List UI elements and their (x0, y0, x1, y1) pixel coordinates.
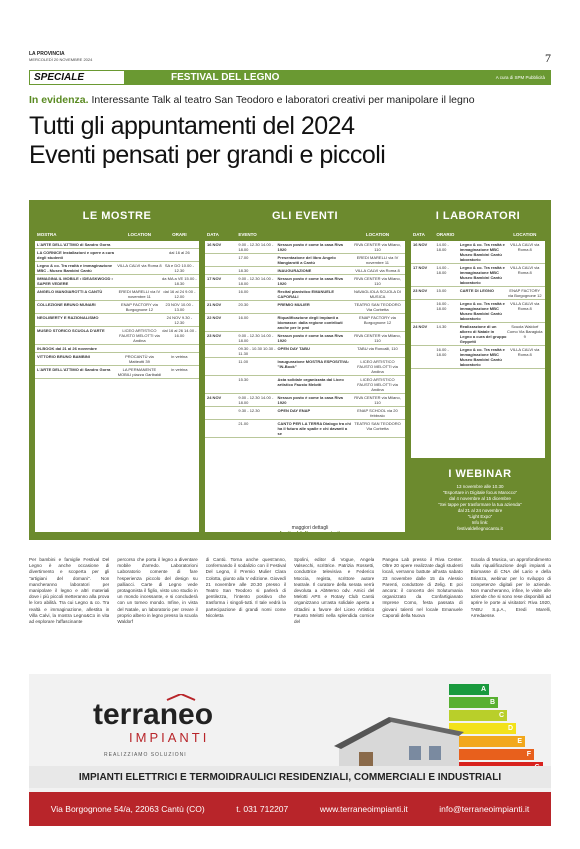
eventi-location: RIVA CENTER via Milano, 110 (354, 333, 401, 343)
energy-band-e: E (449, 736, 525, 747)
lab-location: Scuola Waldorf Como Via Baragiola 9 (507, 324, 543, 339)
eventi-location: ENAP FACTORY via Borgognone 12 (359, 315, 396, 325)
paper-date: MERCOLEDÌ 20 NOVEMBRE 2024 (29, 57, 93, 62)
eventi-date: 21 NOV (207, 302, 222, 307)
mostre-row (35, 275, 199, 288)
eventi-location: LICEO ARTISTICO FAUSTO MELOTTI via Andina (357, 377, 398, 392)
lab-date: 17 NOV (413, 265, 428, 270)
section-credit: A cura di SPM Pubblicità (495, 75, 545, 80)
lab-time: 16.00 - 18.00 (436, 347, 449, 357)
masthead (29, 51, 551, 66)
eventi-title: INAUGURAZIONE (277, 268, 312, 273)
eventi-row (205, 345, 405, 358)
mostre-name: LA CORNICE Installazioni e opere a cura degli studenti (37, 250, 114, 260)
lab-date: 16 NOV (413, 242, 428, 247)
lab-location: VILLA CALVI via Roma 8 (510, 265, 540, 275)
eventi-date (207, 255, 238, 265)
eventi-time: 9.30 - 12.30 (238, 408, 260, 413)
lab-date: 23 NOV (413, 288, 428, 293)
lab-title: Legno & co. Tra realtà e immaginazione MBC Museo Bambini Cantù laboratorio (459, 265, 505, 285)
eventi-title: Recital pianistico EMANUELE CAPORALI (277, 289, 335, 299)
details-label: maggiori dettagli (291, 525, 329, 531)
headline-line-1: Tutti gli appuntamenti del 2024 (29, 112, 355, 140)
eventi-title: Asta solidale organizzata dal Liceo artistico Fausto Melotti (277, 377, 344, 387)
mostre-table (35, 230, 199, 532)
mostre-hours (162, 242, 197, 247)
mostre-row (35, 288, 199, 301)
lab-date (413, 301, 436, 321)
energy-band-d: D (449, 723, 516, 734)
eventi-time: 20.30 (238, 302, 249, 307)
eventi-location: RIVA CENTER via Milano, 110 (354, 242, 401, 252)
ad-slogan: REALIZZIAMO SOLUZIONI (104, 752, 187, 758)
eventi-time: 9.00 - 12.30 14.00 - 18.00 (238, 276, 274, 286)
details-link-block (210, 525, 410, 537)
mostre-location: EREDI MARELLI via IV novembre 11 (118, 289, 161, 299)
eventi-time: 11.00 (238, 359, 249, 364)
kicker-text: Interessante Talk al teatro San Teodoro e laboratori creativi per manipolare il legno (88, 94, 475, 106)
eventi-title: Nessun posto è come la casa Riva 1920 (277, 276, 343, 286)
mostre-name: IN-BOOK dal 21 al 26 novembre (37, 346, 98, 351)
mostre-location (117, 250, 162, 260)
lab-location: VILLA CALVI via Roma 8 (510, 301, 540, 311)
mostre-location (117, 276, 162, 286)
lab-date: 24 NOV (413, 324, 428, 329)
eventi-title: PREMIO MULIER (277, 302, 310, 307)
headline (29, 112, 551, 170)
lab-title: Legno & co. Tra realtà e immaginazione MBC Museo Bambini Cantù laboratorio (459, 347, 505, 367)
eventi-date (207, 346, 238, 356)
lab-time: 14.30 (436, 324, 447, 329)
mostre-name: ANGELO MANGIAROTTI A CANTÙ (37, 289, 103, 294)
mostre-row (35, 345, 199, 353)
mostre-title: LE MOSTRE (82, 210, 152, 222)
article-column: Scuola di Musica, un approfondimento sulla riqualificazione degli impianti a Biomasse di CNA del Lario e della Brianza, webinar per lo sviluppo di competenze digitali per le aziende. Non mancheranno, infine, le visite alle aziende che si sono rese disponibili ad aprire le porte ai visitatori: Riva 1920, TABU S.p.A., Eredi Marelli, Arredaesse. (470, 557, 551, 618)
eventi-row (205, 275, 405, 288)
advertisement (29, 674, 551, 826)
eventi-date: 16 NOV (207, 242, 222, 247)
ad-phone[interactable]: t. 031 712207 (236, 804, 289, 814)
article-column: Pangea Lab presso il Riva Center. Oltre 20 opere realizzate dagli studenti locali, verranno battute all'asta sabato 23 novembre dalle 15 da Alessio Parenti, conduttore di Zelig. E poi ancora: il concerto dei Solutumania organizzato da Confartigianato Imprese Como, festa passata di giovani talenti nel locale Emanuele Caporali della Nuova (382, 557, 463, 618)
eventi-location: RIVA CENTER via Milano, 110 (354, 395, 401, 405)
lab-row (411, 264, 545, 287)
webinar-link[interactable]: festivaldellegnocantu.it (457, 526, 503, 531)
webinar-title: I WEBINAR (448, 468, 512, 480)
house-illustration (329, 714, 479, 774)
eventi-location: TEATRO SAN TEODORO Via Corbetta (354, 302, 401, 312)
paper-name: LA PROVINCIA (29, 51, 65, 57)
mostre-row (35, 262, 199, 275)
eventi-time: 16.00 (238, 289, 249, 294)
eventi-date (207, 359, 238, 374)
mostre-hours: dal 16 al 26 (169, 250, 190, 255)
lab-header: DATA ORARIO LOCATION (411, 230, 545, 241)
ad-contacts (29, 792, 551, 826)
eventi-title: Nessun posto è come la casa Riva 1920 (277, 395, 343, 405)
eventi-date (207, 408, 238, 418)
mostre-location: LA PERMANENTE MOBILI piazza Garibaldi (117, 367, 162, 377)
mostre-row (35, 327, 199, 345)
mostre-hours: 24 NOV 9.30 - 12.30 (166, 315, 193, 325)
lab-table (411, 230, 545, 458)
lab-title: Legno & co. Tra realtà e immaginazione MBC Museo Bambini Cantù laboratorio (459, 301, 505, 321)
eventi-row (205, 314, 405, 332)
svg-text:terraneo: terraneo (93, 698, 214, 731)
ad-website[interactable]: www.terraneoimpianti.it (319, 804, 408, 814)
mostre-location: VILLA CALVI via Roma 8 (117, 263, 162, 268)
eventi-date: 23 NOV (207, 333, 222, 338)
mostre-hours: da MA a VE 15.00 - 18.30 (162, 276, 197, 286)
eventi-date: 22 NOV (207, 315, 222, 320)
eventi-location: ENAP SCHOOL via 20 febbraio (357, 408, 398, 418)
eventi-row (205, 288, 405, 301)
eventi-date (207, 377, 238, 392)
section-bar (29, 70, 551, 85)
mostre-location: ENAP FACTORY via Borgognone 12 (120, 302, 158, 312)
lab-time: 14.00 - 18.00 (436, 242, 449, 252)
eventi-title: Nessun posto è come la casa Riva 1920 (277, 333, 343, 343)
eventi-row (205, 358, 405, 376)
mostre-hours: dal 16 al 24 9.00 - 12.00 (163, 289, 196, 299)
kicker (29, 94, 551, 107)
mostre-name: IMMAGINA IL MOBILE • IDEASKWOOD • SAPER VEDERE (37, 276, 113, 286)
article-body (29, 557, 551, 667)
mostre-location (117, 315, 162, 325)
energy-band-b: B (449, 697, 498, 708)
kicker-highlight: In evidenza. (29, 94, 89, 106)
eventi-table (205, 230, 405, 532)
lab-title: I LABORATORI (435, 210, 521, 222)
eventi-header: DATA EVENTO LOCATION (205, 230, 405, 241)
eventi-row (205, 267, 405, 275)
eventi-title: Inaugurazione MOSTRA ESPOSITIVA: "IN-Book" (277, 359, 350, 369)
mostre-row (35, 301, 199, 314)
lab-date (413, 347, 436, 367)
eventi-date (207, 421, 238, 436)
article-column: Per bambini e famiglie Festival Del Legno è anche occasione di divertimento e scoperta per gli "artigiani del domani". Non mancheranno laboratori per manipolare il legno e altri materiali dove i più piccoli metteranno alla prova le loro abilità. Tra cui Legno & co. Tra realtà e immaginazione, allestita in Villa Calvi, la mostra Legno&Co in vita ad esplorare l'affascinante (29, 557, 110, 625)
details-link[interactable]: festivaldellegnocantu.it (279, 531, 341, 537)
eventi-date (207, 268, 238, 273)
mostre-row (35, 353, 199, 366)
mostre-hours: dal 16 al 26 14.00 - 16.00 (162, 328, 197, 338)
eventi-title: Riqualificazione degli impianti a biomasse: dalla regione contributi anche per le pmi (277, 315, 343, 330)
ad-address: Via Borgognone 54/a, 22063 Cantù (CO) (50, 804, 205, 814)
eventi-time: 16.00 (238, 315, 249, 320)
eventi-location: VILLA CALVI via Roma 8 (355, 268, 400, 273)
webinar-body: 13 novembre alle 10.30 "Esportare in Digitale focus Marocco" dal 4 novembre al 15 dicembre "Sei tappe per trasformare la tua azienda" dal 21 al 24 novembre "Light Expo" Info link: festivaldellegnocantu.it (416, 484, 544, 532)
eventi-location: LICEO ARTISTICO FAUSTO MELOTTI via Andina (357, 359, 398, 374)
mostre-name: VITTORIO BRUNO BAMBINI (37, 354, 90, 359)
svg-text:IMPIANTI: IMPIANTI (129, 730, 210, 745)
mostre-hours: 23 NOV 10.00 - 13.00 (165, 302, 194, 312)
eventi-location: EREDI MARELLI via IV novembre 11 (356, 255, 399, 265)
eventi-row (205, 332, 405, 345)
eventi-location: TABU via Roncalli, 110 (357, 346, 398, 351)
mostre-name: Legno & co. Tra realtà e immaginazione MBC - Museo Bambini Cantù (37, 263, 113, 273)
eventi-time: 9.00 - 12.30 14.00 - 18.00 (238, 395, 274, 405)
mostre-row (35, 314, 199, 327)
eventi-title: CANTO PER LA TERRA Dialogo tra chi ha il futuro alle spalle e chi davanti a se (277, 421, 351, 436)
lab-location: VILLA CALVI via Roma 8 (510, 347, 540, 357)
mostre-hours (162, 346, 197, 351)
mostre-location: PROCANTÙ via Matteotti 39 (125, 354, 154, 364)
eventi-title: Nessun posto è come la casa Riva 1920 (277, 242, 343, 252)
ad-email[interactable]: info@terraneoimpianti.it (439, 804, 530, 814)
lab-title: CARTE DI LEGNO (459, 288, 495, 293)
lab-title: Legno & co. Tra realtà e immaginazione MBC Museo Bambini Cantù laboratorio (459, 242, 505, 262)
mostre-name: MUSEO STORICO SCUOLA D'ARTE (37, 328, 105, 333)
mostre-row (35, 241, 199, 249)
eventi-time: 17.00 (238, 255, 249, 260)
eventi-row (205, 376, 405, 394)
mostre-location (117, 242, 162, 247)
eventi-row (205, 420, 405, 438)
mostre-name: COLLEZIONE BRUNO MUNARI (37, 302, 96, 307)
eventi-time: 21.00 (238, 421, 249, 426)
lab-time: 14.00 - 18.00 (436, 265, 449, 275)
lab-row (411, 323, 545, 346)
mostre-hours: SA e DO 10.00 - 12.30 (164, 263, 194, 273)
mostre-location: LICEO ARTISTICO FAUSTO MELOTTI via Andina (119, 328, 160, 343)
eventi-time: 9.00 - 12.30 14.00 - 18.00 (238, 333, 274, 343)
mostre-location (117, 346, 162, 351)
eventi-time: 9.00 - 12.30 14.00 - 18.00 (238, 242, 274, 252)
lab-row (411, 346, 545, 369)
eventi-location: NAVAGLIOLA SCUOLA DI MUSICA (354, 289, 401, 299)
mostre-hours: in vetrina (171, 367, 188, 372)
lab-time: 15.00 (436, 288, 447, 293)
mostre-name: NEOLIBERTY E RAZIONALISMO (37, 315, 99, 320)
headline-line-2: Eventi pensati per grandi e piccoli (29, 141, 386, 169)
energy-band-c: C (449, 710, 507, 721)
energy-band-f: F (449, 749, 534, 760)
mostre-row (35, 366, 199, 379)
article-column: percorso che porta il legno a diventare mobile d'arredo. Laboratorioni Laboratorio comente di fare l'esperienza piccolo del design su palliacci. Carte di Legno vede protagonista il figlio, visto uno studio in un mondo incessante, e si concluderà con un torneo mondo. Infine, in vista del Natale, un laboratorio per creare il proprio albero in legno presso la scuola Waldorf (117, 557, 198, 625)
section-label: SPECIALE (29, 70, 125, 85)
energy-band-a: A (449, 684, 489, 695)
lab-title: Realizzazione di un albero di Natale in Legno a cura del gruppo Geppetti (459, 324, 507, 344)
article-column: Spolini, editor di Vogue, Angela Valsecchi, scrittrice. Patrizia Rossetti, conduttrice televisiva e Federico Moccia, regista, scrittore autore teatrale. Il curatore della serata verrà devoluta a AbMemo odv. Amici del Melotti APS e Rotary Club Cantù organizzano un'asta solidale aperta a cittadini a favore del Liceo Artistico Fausto Melotti nella splendida cornice del (293, 557, 375, 625)
mostre-header: MOSTRA LOCATION ORARI (35, 230, 199, 241)
lab-row (411, 241, 545, 264)
eventi-date: 24 NOV (207, 395, 222, 400)
lab-location: ENAP FACTORY via Borgognone 12 (507, 288, 542, 298)
lab-location: VILLA CALVI via Roma 8 (510, 242, 540, 252)
article-column: di Cantù. Torna anche quest'anno, confermando il sodalizio con il Festival Del Legno, il Premio Mulier Clara Colotta, giunto alla V edizione. Giovedì 21 novembre alle 20.30 presso il Teatro San Teodoro si parlerà di gentilezza, l'intento positivo che trasforma i singoli-tutti. Il tale vedrà la partecipazione di grandi nomi come Nicoletta (205, 557, 286, 618)
eventi-row (205, 254, 405, 267)
lab-row (411, 287, 545, 300)
terraneo-logo (89, 694, 229, 750)
page-number: 7 (545, 51, 551, 65)
eventi-date (207, 289, 238, 299)
eventi-row (205, 301, 405, 314)
mostre-hours: in vetrina (171, 354, 188, 359)
lab-row (411, 300, 545, 323)
eventi-time: 15.30 (238, 377, 249, 382)
eventi-location: RIVA CENTER via Milano, 110 (354, 276, 401, 286)
eventi-title: OPEN DAY TABU (277, 346, 310, 351)
eventi-time: 18.30 (238, 268, 249, 273)
section-title: FESTIVAL DEL LEGNO (171, 72, 280, 83)
eventi-row (205, 394, 405, 407)
eventi-row (205, 407, 405, 420)
mostre-name: L'ARTE DELL'ATTIMO di Sandro Gorra (37, 367, 111, 372)
eventi-row (205, 241, 405, 254)
eventi-location: TEATRO SAN TEODORO Via Corbetta (354, 421, 401, 431)
lab-time: 16.00 - 18.00 (436, 301, 449, 311)
ad-headline: IMPIANTI ELETTRICI E TERMOIDRAULICI RESIDENZIALI, COMMERCIALI E INDUSTRIALI (29, 766, 551, 788)
eventi-date: 17 NOV (207, 276, 222, 281)
eventi-title: GLI EVENTI (271, 210, 339, 222)
eventi-title: Presentazione del libro Angelo Mangiarotti a Cantù (277, 255, 336, 265)
mostre-name: L'ARTE DELL'ATTIMO di Sandro Gorra (37, 242, 111, 247)
mostre-row (35, 249, 199, 262)
eventi-time: 09.30 - 10.30 10.30 - 11.30 (238, 346, 276, 356)
eventi-title: OPEN DAY ENAP (277, 408, 311, 413)
